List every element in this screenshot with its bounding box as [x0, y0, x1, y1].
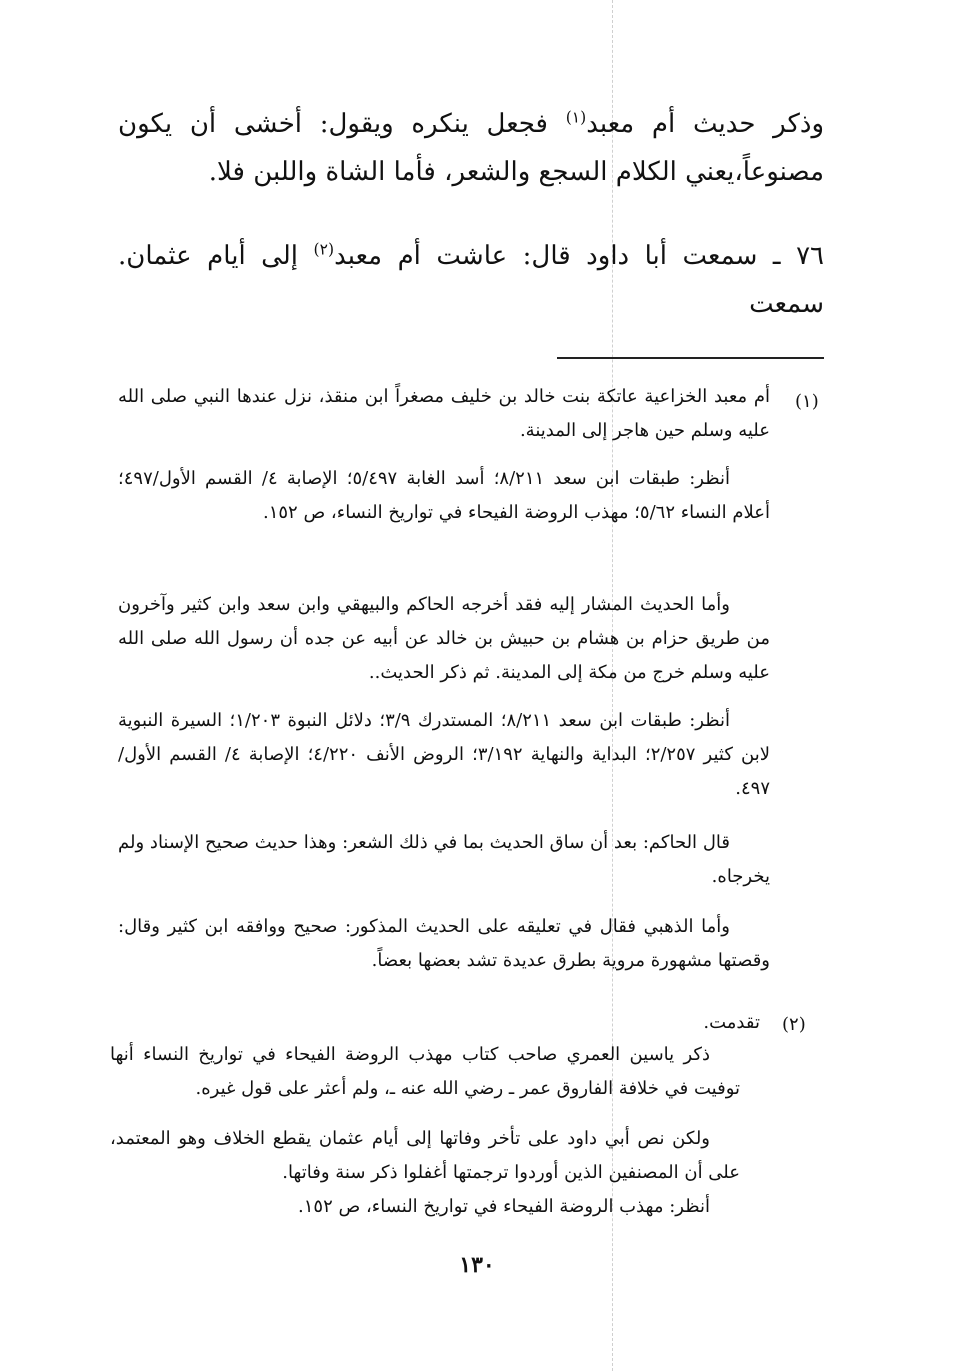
footnote-2-para-2: ذكر ياسين العمري صاحب كتاب مهذب الروضة الفيحاء في تواريخ النساء أنها توفيت في خلافة الفاروق عمر ـ رضي الله عنه ـ، ولم أعثر على قول غيره. [110, 1044, 740, 1099]
main-text: فجعل ينكره ويقول: أخشى أن يكون مصنوعاً،يعني الكلام السجع والشعر، فأما الشاة واللبن فلا. [118, 109, 824, 187]
main-text: ٧٦ ـ سمعت أبا داود قال: عاشت أم معبد [334, 241, 824, 271]
main-text: إلى أيام عثمان. سمعت [118, 241, 824, 319]
footnote-2-para-1: تقدمت. [703, 1012, 760, 1033]
footnote-1-para-5: قال الحاكم: بعد أن ساق الحديث بما في ذلك الشعر: وهذا حديث صحيح الإسناد ولم يخرجاه. [118, 832, 770, 887]
footnote-separator [557, 357, 824, 359]
footnote-ref-1: (١) [565, 108, 587, 127]
footnote-1-para-4: أنظر: طبقات ابن سعد ٨/٢١١؛ المستدرك ٣/٩؛ دلائل النبوة ١/٢٠٣؛ السيرة النبوية لابن كثير ٢/٢٥٧؛ البداية والنهاية ٣/١٩٢؛ الروض الأنف ٤/٢٢٠؛ الإصابة ٤/ القسم الأول/٤٩٧. [118, 710, 770, 799]
page-number: ١٣٠ [459, 1252, 495, 1278]
main-paragraph-2 [118, 232, 824, 328]
footnote-ref-2: (٢) [313, 240, 335, 259]
footnote-2-number: (٢) [782, 1014, 806, 1035]
footnote-1-number: (١) [795, 391, 819, 412]
main-paragraph-1 [118, 100, 824, 196]
footnote-1-para-6: وأما الذهبي فقال في تعليقه على الحديث المذكور: صحيح ووافقه ابن كثير وقال: وقصتها مشهورة مروية بطرق عديدة تشد بعضها بعضاً. [118, 916, 770, 971]
footnote-1-para-3: وأما الحديث المشار إليه فقد أخرجه الحاكم والبيهقي وابن سعد وابن كثير وآخرون من طريق حزام بن هشام بن حبيش بن خالد عن أبيه عن جده أن رسول الله صلى الله عليه وسلم خرج من مكة إلى المدينة. ثم ذكر الحديث.. [118, 594, 770, 683]
footnote-2-para-4: أنظر: مهذب الروضة الفيحاء في تواريخ النساء، ص ١٥٢. [298, 1196, 710, 1217]
footnote-1-para-2: أنظر: طبقات ابن سعد ٨/٢١١؛ أسد الغابة ٥/٤٩٧؛ الإصابة ٤/ القسم الأول/٤٩٧؛ أعلام النساء ٥/٦٢؛ مهذب الروضة الفيحاء في تواريخ النساء، ص ١٥٢. [118, 468, 770, 523]
footnote-1-para-1: أم معبد الخزاعية عاتكة بنت خالد بن خليف مصغراً ابن منقذ، نزل عندها النبي صلى الله عليه وسلم حين هاجر إلى المدينة. [118, 386, 770, 441]
footnote-2-para-3: ولكن نص أبي داود على تأخر وفاتها إلى أيام عثمان يقطع الخلاف وهو المعتمد، على أن المصنفين الذين أوردوا ترجمتها أغفلوا ذكر سنة وفاتها. [110, 1128, 740, 1183]
main-text: وذكر حديث أم معبد [586, 109, 824, 139]
